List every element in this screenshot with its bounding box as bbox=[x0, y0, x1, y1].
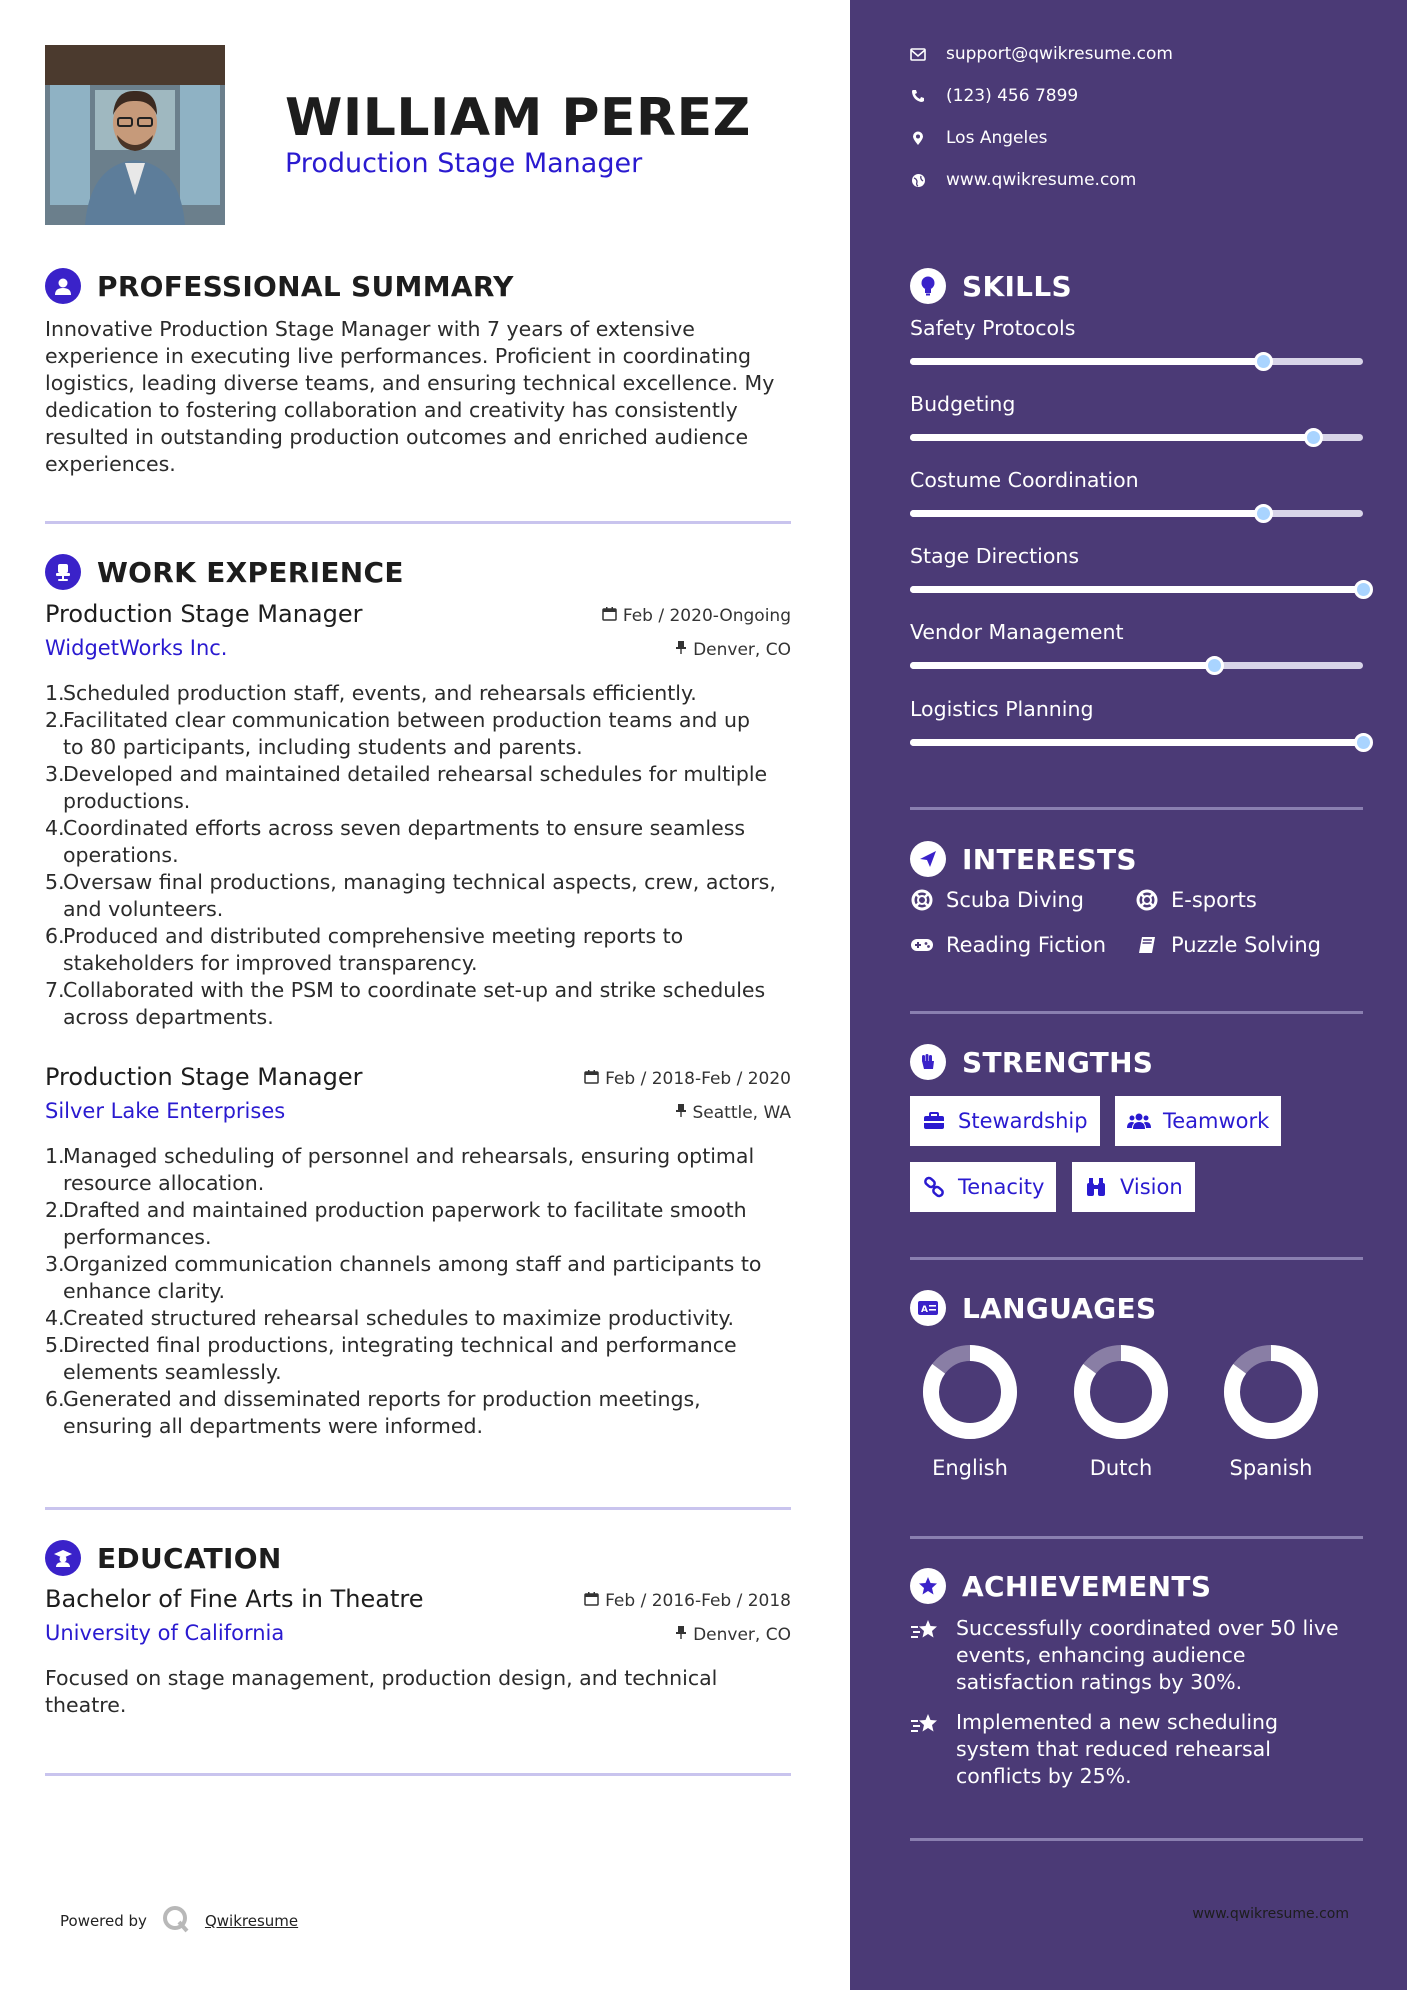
summary-line: experiences. bbox=[45, 452, 176, 476]
languages-heading bbox=[910, 1290, 1156, 1326]
job-location-text: Seattle, WA bbox=[692, 1103, 791, 1123]
sidebar bbox=[850, 0, 1407, 1990]
powered-by bbox=[60, 1904, 298, 1938]
degree: Bachelor of Fine Arts in Theatre bbox=[45, 1585, 424, 1613]
map-pin-icon bbox=[910, 130, 926, 146]
section-divider bbox=[45, 1773, 791, 1776]
job-date bbox=[602, 606, 791, 626]
user-icon bbox=[45, 268, 81, 304]
pin-icon bbox=[675, 1103, 687, 1123]
skill-item bbox=[910, 544, 1363, 568]
skill-bar-knob bbox=[1205, 656, 1224, 675]
achievements-heading bbox=[910, 1568, 1211, 1604]
skill-item bbox=[910, 620, 1363, 644]
qwikresume-logo-icon bbox=[161, 1904, 191, 1938]
strength-badge bbox=[910, 1096, 1100, 1146]
candidate-title: Production Stage Manager bbox=[285, 148, 643, 179]
contact-phone-text[interactable]: (123) 456 7899 bbox=[946, 86, 1079, 106]
list-item: 5. Oversaw final productions, managing technical aspects, crew, actors, and volunteers. bbox=[45, 870, 776, 921]
star-badge-icon bbox=[910, 1568, 946, 1604]
job-date bbox=[584, 1069, 791, 1089]
skill-bar-fill bbox=[910, 739, 1363, 746]
job-role: Production Stage Manager bbox=[45, 600, 363, 628]
achievement-item bbox=[910, 1615, 1363, 1696]
language-ring-icon bbox=[920, 1342, 1020, 1442]
strength-badge bbox=[1115, 1096, 1281, 1146]
school: University of California bbox=[45, 1621, 285, 1645]
graduate-icon bbox=[45, 1540, 81, 1576]
summary-text bbox=[45, 316, 795, 478]
summary-line: logistics, leading diverse teams, and ensuring technical excellence. My bbox=[45, 371, 775, 395]
job-location bbox=[675, 1103, 792, 1123]
strength-label: Tenacity bbox=[958, 1175, 1045, 1199]
interest-label: E-sports bbox=[1171, 888, 1257, 912]
skill-name: Costume Coordination bbox=[910, 468, 1139, 492]
list-item: 6. Generated and disseminated reports for production meetings, ensuring all departments were informed. bbox=[45, 1387, 701, 1438]
skill-bar bbox=[910, 358, 1363, 365]
gamepad-icon bbox=[910, 933, 934, 957]
job-bullets bbox=[45, 680, 805, 1031]
contact-website bbox=[910, 170, 1136, 190]
language-name: Spanish bbox=[1229, 1456, 1313, 1480]
summary-line: resulted in outstanding production outcomes and enriched audience bbox=[45, 425, 749, 449]
summary-heading-label: PROFESSIONAL SUMMARY bbox=[97, 269, 514, 303]
skill-name: Vendor Management bbox=[910, 620, 1124, 644]
skill-name: Budgeting bbox=[910, 392, 1016, 416]
language-name: English bbox=[932, 1456, 1008, 1480]
interest-item bbox=[1135, 888, 1257, 912]
interest-item bbox=[910, 888, 1084, 912]
job-role: Production Stage Manager bbox=[45, 1063, 363, 1091]
strength-label: Vision bbox=[1120, 1175, 1183, 1199]
summary-line: experience in executing live performances. Proficient in coordinating bbox=[45, 344, 752, 368]
briefcase-icon bbox=[922, 1109, 946, 1133]
contact-website-text[interactable]: www.qwikresume.com bbox=[946, 170, 1137, 190]
pin-icon bbox=[675, 1625, 687, 1645]
languages-heading-label: LANGUAGES bbox=[962, 1291, 1157, 1325]
summary-line: Innovative Production Stage Manager with 7 years of extensive bbox=[45, 317, 695, 341]
qwikresume-link[interactable]: Qwikresume bbox=[204, 1912, 299, 1930]
interest-item bbox=[1135, 933, 1321, 957]
interest-item bbox=[910, 933, 1106, 957]
pin-icon bbox=[675, 640, 687, 660]
skill-bar bbox=[910, 739, 1363, 746]
section-divider bbox=[910, 1838, 1363, 1841]
fist-icon bbox=[910, 1044, 946, 1080]
skill-bar-knob bbox=[1254, 504, 1273, 523]
footer-website[interactable]: www.qwikresume.com bbox=[1192, 1906, 1349, 1922]
job-date-text: Feb / 2020-Ongoing bbox=[622, 606, 791, 626]
job-entry bbox=[45, 600, 791, 1040]
interests-heading-label: INTERESTS bbox=[962, 842, 1137, 876]
skill-bar bbox=[910, 586, 1363, 593]
strengths-heading-label: STRENGTHS bbox=[962, 1045, 1154, 1079]
powered-by-label: Powered by bbox=[60, 1912, 147, 1930]
contact-location bbox=[910, 128, 1048, 148]
skill-item bbox=[910, 468, 1363, 492]
language-name: Dutch bbox=[1089, 1456, 1153, 1480]
language-ring-icon bbox=[1221, 1342, 1321, 1442]
list-item: 4. Created structured rehearsal schedules to maximize productivity. bbox=[45, 1306, 735, 1330]
list-item: 4. Coordinated efforts across seven departments to ensure seamless operations. bbox=[45, 816, 746, 867]
skill-name: Safety Protocols bbox=[910, 316, 1076, 340]
language-icon bbox=[910, 1290, 946, 1326]
calendar-icon bbox=[602, 606, 617, 626]
envelope-icon bbox=[910, 46, 926, 62]
shooting-star-icon bbox=[910, 1711, 940, 1741]
strength-badge bbox=[910, 1162, 1056, 1212]
section-divider bbox=[45, 521, 791, 524]
strengths-heading bbox=[910, 1044, 1153, 1080]
skills-heading-label: SKILLS bbox=[962, 269, 1072, 303]
list-item: 1. Scheduled production staff, events, and rehearsals efficiently. bbox=[45, 681, 697, 705]
list-item: 3. Organized communication channels among staff and participants to enhance clarity. bbox=[45, 1252, 762, 1303]
summary-line: dedication to fostering collaboration and creativity has consistently bbox=[45, 398, 738, 422]
list-item: 6. Produced and distributed comprehensive meeting reports to stakeholders for improved transparency. bbox=[45, 924, 684, 975]
interest-label: Reading Fiction bbox=[946, 933, 1107, 957]
work-heading-label: WORK EXPERIENCE bbox=[97, 555, 404, 589]
language-ring-icon bbox=[1071, 1342, 1171, 1442]
binoculars-icon bbox=[1084, 1175, 1108, 1199]
interests-heading bbox=[910, 841, 1137, 877]
education-heading-label: EDUCATION bbox=[97, 1541, 282, 1575]
contact-email-text[interactable]: support@qwikresume.com bbox=[946, 44, 1173, 64]
shooting-star-icon bbox=[910, 1617, 940, 1647]
contact-phone bbox=[910, 86, 1078, 106]
list-item: 3. Developed and maintained detailed rehearsal schedules for multiple productions. bbox=[45, 762, 768, 813]
strength-badge bbox=[1072, 1162, 1195, 1212]
book-icon bbox=[1135, 933, 1159, 957]
skill-bar-fill bbox=[910, 662, 1214, 669]
achievement-text: Implemented a new scheduling system that reduced rehearsal conflicts by 25%. bbox=[956, 1710, 1279, 1788]
interest-label: Scuba Diving bbox=[946, 888, 1084, 912]
svg-text:A: A bbox=[921, 1305, 928, 1315]
link-icon bbox=[922, 1175, 946, 1199]
list-item: 2. Facilitated clear communication between production teams and up to 80 participants, including students and parents. bbox=[45, 708, 750, 759]
phone-icon bbox=[910, 88, 926, 104]
skills-heading bbox=[910, 268, 1072, 304]
skill-bar-knob bbox=[1254, 352, 1273, 371]
education-heading bbox=[45, 1540, 282, 1576]
skill-bar-fill bbox=[910, 434, 1313, 441]
users-icon bbox=[1127, 1109, 1151, 1133]
interest-label: Puzzle Solving bbox=[1171, 933, 1321, 957]
job-location-text: Denver, CO bbox=[693, 640, 791, 660]
calendar-icon bbox=[584, 1591, 599, 1611]
job-date-text: Feb / 2018-Feb / 2020 bbox=[605, 1069, 791, 1089]
skill-bar bbox=[910, 510, 1363, 517]
list-item: 2. Drafted and maintained production paperwork to facilitate smooth performances. bbox=[45, 1198, 747, 1249]
contact-location-text: Los Angeles bbox=[946, 128, 1048, 148]
skill-bar-knob bbox=[1354, 580, 1373, 599]
language-item bbox=[895, 1342, 1045, 1480]
skill-bar-knob bbox=[1354, 733, 1373, 752]
list-item: 5. Directed final productions, integrating technical and performance elements seamlessly. bbox=[45, 1333, 737, 1384]
skill-bar-fill bbox=[910, 586, 1363, 593]
skill-item bbox=[910, 392, 1363, 416]
education-description: Focused on stage management, production design, and technical theatre. bbox=[45, 1666, 718, 1717]
achievement-text: Successfully coordinated over 50 live events, enhancing audience satisfaction ratings by 30%. bbox=[956, 1616, 1339, 1694]
job-entry bbox=[45, 1063, 791, 1463]
strength-label: Teamwork bbox=[1163, 1109, 1270, 1133]
language-item bbox=[1196, 1342, 1346, 1480]
job-bullets bbox=[45, 1143, 805, 1440]
skill-bar bbox=[910, 662, 1363, 669]
strength-label: Stewardship bbox=[958, 1109, 1088, 1133]
skill-bar-knob bbox=[1304, 428, 1323, 447]
lifebuoy-icon bbox=[1135, 888, 1159, 912]
paper-plane-icon bbox=[910, 841, 946, 877]
skill-item bbox=[910, 316, 1363, 340]
list-item: 1. Managed scheduling of personnel and rehearsals, ensuring optimal resource allocation. bbox=[45, 1144, 755, 1195]
chair-icon bbox=[45, 554, 81, 590]
profile-photo bbox=[45, 45, 225, 225]
job-company: Silver Lake Enterprises bbox=[45, 1099, 286, 1123]
achievement-item bbox=[910, 1709, 1363, 1790]
section-divider bbox=[910, 1536, 1363, 1539]
summary-heading bbox=[45, 268, 514, 304]
skill-item bbox=[910, 697, 1363, 721]
lightbulb-icon bbox=[910, 268, 946, 304]
education-entry bbox=[45, 1585, 791, 1735]
language-item bbox=[1046, 1342, 1196, 1480]
candidate-name: WILLIAM PEREZ bbox=[285, 88, 751, 148]
work-heading bbox=[45, 554, 404, 590]
section-divider bbox=[910, 1011, 1363, 1014]
education-date-text: Feb / 2016-Feb / 2018 bbox=[605, 1591, 791, 1611]
education-date bbox=[584, 1591, 791, 1611]
calendar-icon bbox=[584, 1069, 599, 1089]
achievements-heading-label: ACHIEVEMENTS bbox=[962, 1569, 1212, 1603]
skill-name: Logistics Planning bbox=[910, 697, 1094, 721]
list-item: 7. Collaborated with the PSM to coordinate set-up and strike schedules across departments. bbox=[45, 978, 766, 1029]
skill-bar-fill bbox=[910, 358, 1263, 365]
education-location bbox=[675, 1625, 791, 1645]
skill-name: Stage Directions bbox=[910, 544, 1080, 568]
section-divider bbox=[910, 1257, 1363, 1260]
skill-bar-fill bbox=[910, 510, 1263, 517]
job-company: WidgetWorks Inc. bbox=[45, 636, 228, 660]
section-divider bbox=[910, 807, 1363, 810]
globe-icon bbox=[910, 172, 926, 188]
education-location-text: Denver, CO bbox=[693, 1625, 791, 1645]
lifebuoy-icon bbox=[910, 888, 934, 912]
contact-email bbox=[910, 44, 1173, 64]
skill-bar bbox=[910, 434, 1363, 441]
job-location bbox=[675, 640, 791, 660]
section-divider bbox=[45, 1507, 791, 1510]
